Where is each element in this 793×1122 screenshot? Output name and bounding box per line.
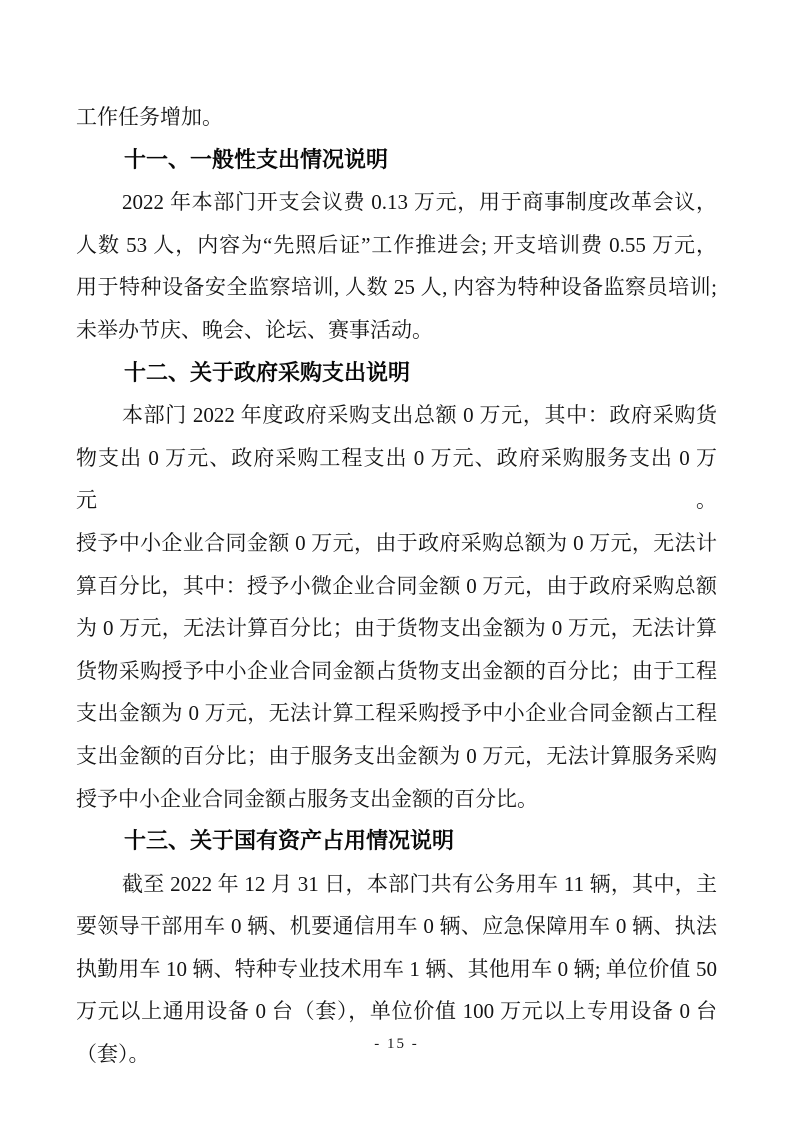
text-line: 授予中小企业合同金额占服务支出金额的百分比。 <box>76 786 538 811</box>
document-body <box>76 96 717 1076</box>
section-heading-11: 十一、一般性支出情况说明 <box>124 146 389 172</box>
text-line: 截至 2022 年 12 月 31 日，本部门共有公务用车 11 辆，其中，主 <box>122 871 717 896</box>
text-line: 要领导干部用车 0 辆、机要通信用车 0 辆、应急保障用车 0 辆、执法 <box>76 914 717 939</box>
text-line: 为 0 万元，无法计算百分比；由于货物支出金额为 0 万元，无法计算 <box>76 616 717 641</box>
text-line: 工作任务增加。 <box>76 105 223 129</box>
text-line: （套）。 <box>76 1042 150 1067</box>
page-number: - 15 - <box>374 1036 419 1052</box>
text-line: 万元以上通用设备 0 台（套），单位价值 100 万元以上专用设备 0 台 <box>76 999 717 1024</box>
text-line: 未举办节庆、晚会、论坛、赛事活动。 <box>76 317 433 342</box>
text-line: 2022 年本部门开支会议费 0.13 万元，用于商事制度改革会议， <box>122 190 717 215</box>
text-line: 用于特种设备安全监察培训, 人数 25 人, 内容为特种设备监察员培训; <box>76 275 717 300</box>
text-line: 人数 53 人，内容为“先照后证”工作推进会; 开支培训费 0.55 万元， <box>76 232 717 257</box>
text-line: 执勤用车 10 辆、特种专业技术用车 1 辆、其他用车 0 辆; 单位价值 50 <box>76 956 717 981</box>
text-line: 支出金额的百分比；由于服务支出金额为 0 万元，无法计算服务采购 <box>76 743 717 768</box>
text-line: 支出金额为 0 万元，无法计算工程采购授予中小企业合同金额占工程 <box>76 701 717 726</box>
text-line: 物支出 0 万元、政府采购工程支出 0 万元、政府采购服务支出 0 万元。 <box>76 445 717 513</box>
text-line: 授予中小企业合同金额 0 万元，由于政府采购总额为 0 万元，无法计 <box>76 530 717 555</box>
text-line: 本部门 2022 年度政府采购支出总额 0 万元，其中：政府采购货 <box>122 403 717 428</box>
text-line: 算百分比，其中：授予小微企业合同金额 0 万元，由于政府采购总额 <box>76 573 717 598</box>
text-line: 货物采购授予中小企业合同金额占货物支出金额的百分比；由于工程 <box>76 658 717 683</box>
section-heading-12: 十二、关于政府采购支出说明 <box>124 359 411 385</box>
section-heading-13: 十三、关于国有资产占用情况说明 <box>124 828 455 854</box>
